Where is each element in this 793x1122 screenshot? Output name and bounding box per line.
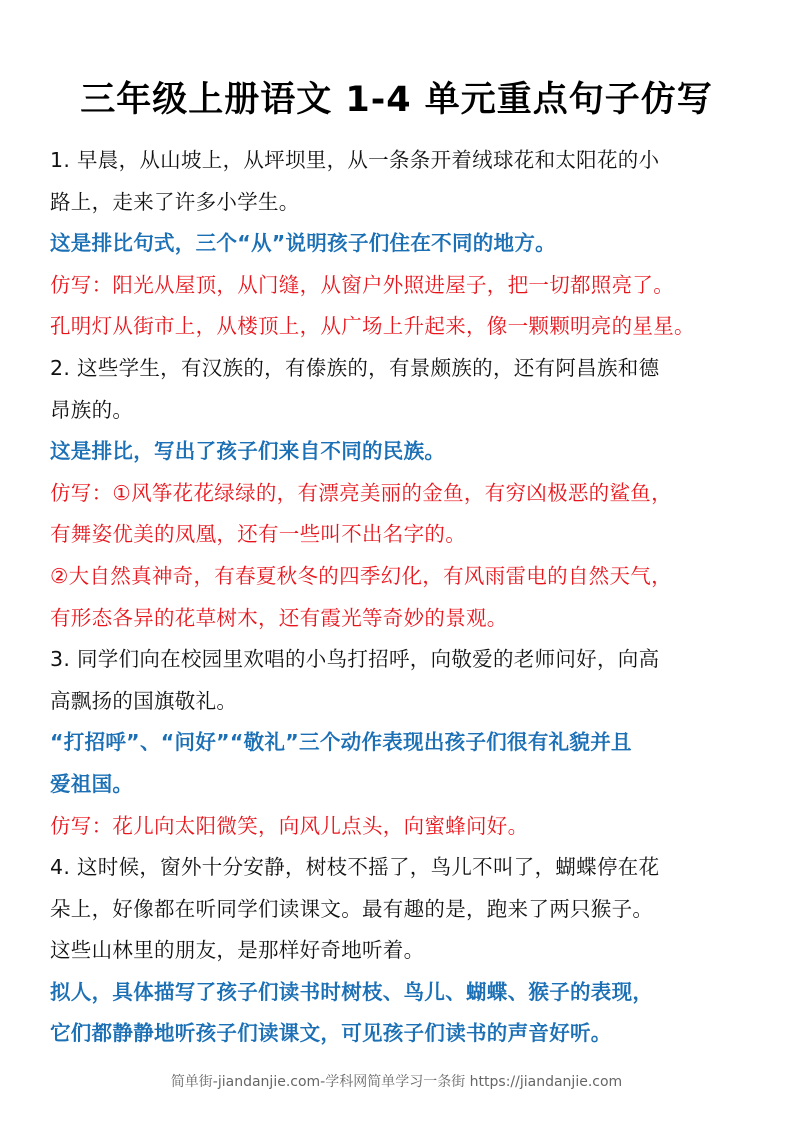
text-line: 2. 这些学生，有汉族的，有傣族的，有景颇族的，还有阿昌族和德 [50,355,660,380]
imitation-line: 有舞姿优美的凤凰，还有一些叫不出名字的。 [50,522,466,547]
imitation-line: 仿写：阳光从屋顶，从门缝，从窗户外照进屋子，把一切都照亮了。 [50,272,674,297]
imitation-line: 有形态各异的花草树木，还有霞光等奇妙的景观。 [50,605,508,630]
text-line: 昂族的。 [50,397,134,422]
analysis-line: 它们都静静地听孩子们读课文，可见孩子们读书的声音好听。 [50,1021,612,1046]
analysis-line: “打招呼”、“问好”“敬礼”三个动作表现出孩子们很有礼貌并且 [50,730,632,755]
text-line: 这些山林里的朋友，是那样好奇地听着。 [50,938,425,963]
analysis-line: 这是排比，写出了孩子们来自不同的民族。 [50,439,446,464]
text-line: 路上，走来了许多小学生。 [50,189,300,214]
analysis-line: 这是排比句式，三个“从”说明孩子们住在不同的地方。 [50,231,556,256]
imitation-line: ②大自然真神奇，有春夏秋冬的四季幻化，有风雨雷电的自然天气， [50,563,672,588]
analysis-line: 拟人，具体描写了孩子们读书时树枝、鸟儿、蝴蝶、猴子的表现， [50,979,654,1004]
page-title: 三年级上册语文 1-4 单元重点句子仿写 [80,80,713,120]
document-body [50,140,750,1055]
imitation-line: 仿写：花儿向太阳微笑，向风儿点头，向蜜蜂问好。 [50,813,529,838]
page-footer: 简单街-jiandanjie.com-学科网简单学习一条街 https://jiandanjie.com [170,1074,623,1090]
text-line: 4. 这时候，窗外十分安静，树枝不摇了，鸟儿不叫了，蝴蝶停在花 [50,855,660,880]
text-line: 高飘扬的国旗敬礼。 [50,688,238,713]
analysis-line: 爱祖国。 [50,771,134,796]
text-line: 1. 早晨，从山坡上，从坪坝里，从一条条开着绒球花和太阳花的小 [50,148,660,172]
text-line: 朵上，好像都在听同学们读课文。最有趣的是，跑来了两只猴子。 [50,896,654,921]
text-line: 3. 同学们向在校园里欢唱的小鸟打招呼，向敬爱的老师问好，向高 [50,647,660,672]
imitation-line: 仿写：①风筝花花绿绿的，有漂亮美丽的金鱼，有穷凶极恶的鲨鱼， [50,480,672,505]
imitation-line: 孔明灯从街市上，从楼顶上，从广场上升起来，像一颗颗明亮的星星。 [50,314,695,339]
